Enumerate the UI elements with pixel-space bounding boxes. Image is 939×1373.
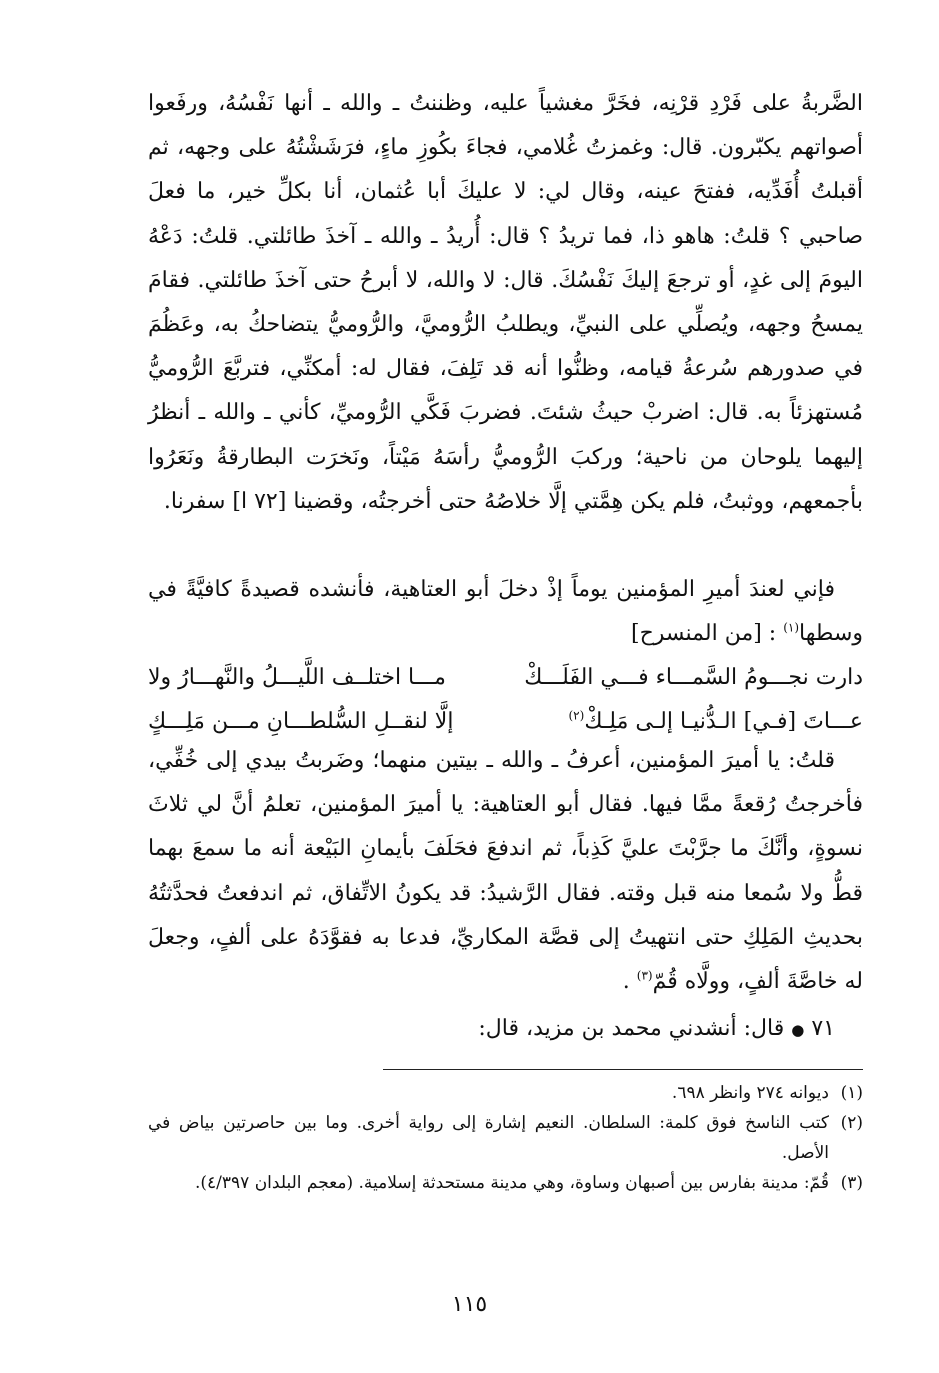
footnote-ref-3[interactable]: (٣) xyxy=(636,968,653,983)
footnote-number: (١) xyxy=(840,1083,863,1103)
paragraph-1: الضَّربةُ على فَرْدِ قرْنِه، فخَرَّ مغشياً عليه، وظننتُ ـ والله ـ أنها نَفْسُهُ، ورفَعوا أصواتهم يكبّرون. قال: وغمزتُ غُلامي، فجاءَ بكُوزِ ماءٍ، فرَشَشْتُهُ على وجهه، ثم أقبلتُ أُفَدِّيه، ففتحَ عينه، وقال لي: لا عليكَ أبا عُثمان، أنا بكلِّ خير، ما فعلَ صاحبي ؟ قلتُ: هاهو ذا، فما تريدُ ؟ قال: أُريدُ ـ والله ـ آخذَ طائلتي. قلتُ: دَعْهُ اليومَ إلى غدٍ، أو ترجعَ إليكَ نَفْسُكَ. قال: لا والله، لا أبرحُ حتى آخذَ طائلتي. فقامَ يمسحُ وجهه، ويُصلِّي على النبيِّ، ويطلبُ الرُّوميَّ، والرُّوميُّ يتضاحكُ به، وعَظُمَ في صدورهم سُرعةُ قيامه، وظنُّوا أنه قد تَلِفَ، فقال له: أمكنِّي، فتربَّعَ الرُّوميُّ مُستهزئاً به. قال: اضربْ حيثُ شئتَ. فضربَ فَكَّي الرُّوميِّ، كأني ـ والله ـ أنظرُ إليهما يلوحان من ناحية؛ وركبَ الرُّوميُّ رأسَهُ مَيْتاً، ونَخرَت البطارقةُ ونَعَرُوا بأجمعهم، ووثبتُ، فلم يكن هِمَّتي إلَّا خلاصُهُ حتى أخرجتُه، وقضينا [٧٢ ا] سفرنا. xyxy=(148,91,863,514)
paragraph-2-text: فإني لعندَ أميرِ المؤمنين يوماً إذْ دخلَ أبو العتاهية، فأنشده قصيدةً كافيَّةً في وسطها xyxy=(148,577,863,647)
footnote-number: (٣) xyxy=(840,1173,863,1193)
poem-verses xyxy=(148,656,863,744)
verse-line-2 xyxy=(148,700,863,744)
footnote-ref-1[interactable]: (١) xyxy=(783,620,800,635)
verse-line-1 xyxy=(148,656,863,700)
footnote-text: ديوانه ٢٧٤ وانظر ٦٩٨. xyxy=(671,1083,829,1103)
footnote-3 xyxy=(148,1168,863,1198)
page-number: ١١٥ xyxy=(451,1292,488,1317)
footnote-number: (٢) xyxy=(840,1113,863,1133)
paragraph-3-text: قلتُ: يا أميرَ المؤمنين، أعرفُ ـ والله ـ بيتين منهما؛ وضَربتُ بيدي إلى خُفِّي، فأخرجتُ رُقعةً ممَّا فيها. فقال أبو العتاهية: يا أميرَ المؤمنين، تعلمُ أنَّ لي ثلاثَ نسوةٍ، وأنَّكَ ما جرَّبْتَ عليَّ كَذِباً، ثم اندفعَ فحَلَفَ بأيمانِ البَيْعة أنه ما سمعَ بهما قطُّ ولا سُمعا منه قبل وقته. فقال الرَّشيدُ: قد يكونُ الاتِّفاق، ثم اندفعتُ فحدَّثتُهُ بحديثِ المَلِكِ حتى انتهيتُ إلى قصَّة المكاريِّ، فدعا به فقوَّدَهُ على ألفٍ، وجعلَ له خاصَّةَ ألفٍ، وولَّاه قُمّ xyxy=(148,748,863,995)
verse-1-second-hemistich: دارت نجـــومُ السَّمـــاء فـــي الفَلَـــكْ xyxy=(524,665,863,690)
entry-bullet-icon: ● xyxy=(791,1021,805,1039)
footnote-text: قُمّ: مدينة بفارس بين أصبهان وساوة، وهي مدينة مستحدثة إسلامية. (معجم البلدان ٤/٣٩٧). xyxy=(194,1173,829,1193)
entry-number: ٧١ xyxy=(811,1016,835,1041)
paragraph-4-text: قال: أنشدني محمد بن مزيد، قال: xyxy=(478,1016,785,1041)
paragraph-3 xyxy=(148,739,863,1004)
paragraph-2 xyxy=(148,568,863,656)
verse-2-second-hemistich xyxy=(568,700,863,744)
verse-2-text: عـــاتَ [فـي] الـدُّنيـا إلـى مَلِـكْ xyxy=(584,709,863,734)
footnote-text: كتب الناسخ فوق كلمة: السلطان. النعيم إشارة إلى رواية أخرى. وما بين حاصرتين بياض في الأصل. xyxy=(148,1113,829,1163)
footnotes xyxy=(148,1078,863,1198)
paragraph-3-end: . xyxy=(622,969,637,995)
verse-2-first-hemistich: إلَّا لنقــلِ السُّلطـــانِ مـــن مَلِـــكٍ xyxy=(148,709,454,734)
footnote-ref-2[interactable]: (٢) xyxy=(568,708,585,723)
meter-label: : [من المنسرح] xyxy=(630,621,784,647)
verse-1-first-hemistich: مـــا اختلــف اللَّيـــلُ والنَّهـــارُ ولا xyxy=(148,665,446,690)
footnote-divider xyxy=(383,1069,863,1070)
paragraph-4 xyxy=(148,1007,863,1052)
footnote-1 xyxy=(148,1078,863,1108)
footnote-2 xyxy=(148,1108,863,1168)
